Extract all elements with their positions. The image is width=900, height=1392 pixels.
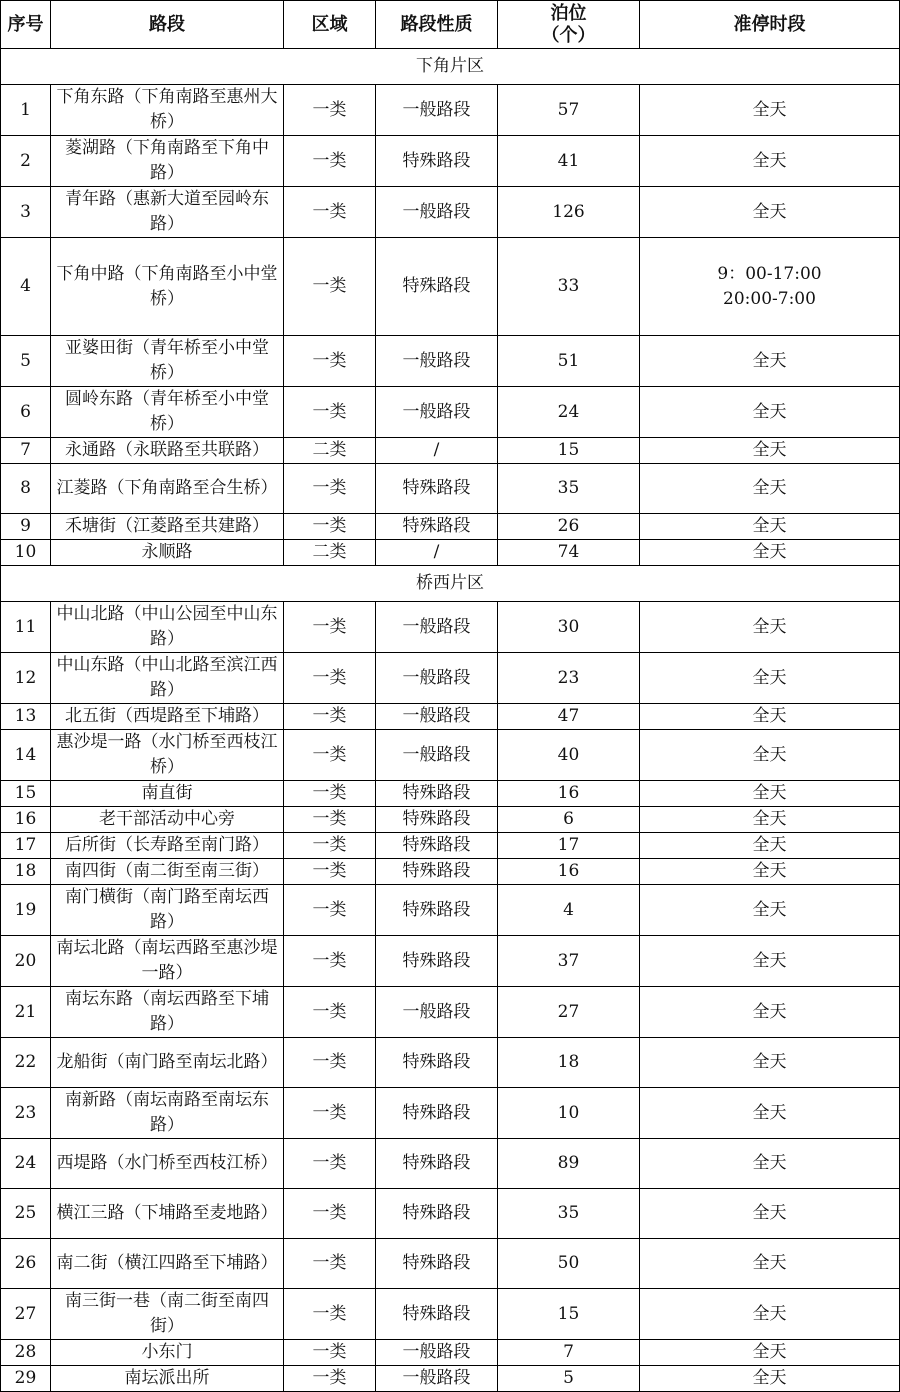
cell-hours: 全天 (640, 602, 900, 653)
cell-spaces: 6 (498, 807, 640, 833)
section-row (1, 49, 900, 85)
cell-hours: 全天 (640, 1139, 900, 1189)
table-row (1, 514, 900, 540)
section-title: 桥西片区 (1, 566, 900, 602)
cell-region: 一类 (284, 187, 376, 238)
table-row (1, 1239, 900, 1289)
cell-index: 28 (1, 1340, 51, 1366)
cell-nature: 一般路段 (376, 987, 498, 1038)
cell-nature: 特殊路段 (376, 885, 498, 936)
cell-region: 一类 (284, 1088, 376, 1139)
section-row (1, 566, 900, 602)
cell-index: 20 (1, 936, 51, 987)
cell-region: 一类 (284, 602, 376, 653)
cell-road: 南坛北路（南坛西路至惠沙堤一路） (51, 936, 284, 987)
cell-road: 北五街（西堤路至下埔路） (51, 704, 284, 730)
cell-nature: 特殊路段 (376, 1289, 498, 1340)
table-row (1, 464, 900, 514)
cell-spaces: 30 (498, 602, 640, 653)
cell-hours: 全天 (640, 136, 900, 187)
cell-spaces: 26 (498, 514, 640, 540)
table-row (1, 85, 900, 136)
cell-region: 一类 (284, 833, 376, 859)
table-header (1, 1, 900, 49)
cell-spaces: 89 (498, 1139, 640, 1189)
cell-region: 一类 (284, 987, 376, 1038)
cell-spaces: 126 (498, 187, 640, 238)
header-hours: 准停时段 (640, 1, 900, 49)
cell-hours: 全天 (640, 653, 900, 704)
cell-spaces: 35 (498, 464, 640, 514)
cell-index: 25 (1, 1189, 51, 1239)
cell-index: 12 (1, 653, 51, 704)
cell-road: 南二街（横江四路至下埔路） (51, 1239, 284, 1289)
cell-hours: 全天 (640, 540, 900, 566)
cell-nature: 特殊路段 (376, 238, 498, 336)
cell-road: 南新路（南坛南路至南坛东路） (51, 1088, 284, 1139)
cell-spaces: 7 (498, 1340, 640, 1366)
table-row (1, 238, 900, 336)
cell-road: 永顺路 (51, 540, 284, 566)
cell-index: 16 (1, 807, 51, 833)
cell-nature: 特殊路段 (376, 833, 498, 859)
header-spaces (498, 1, 640, 49)
cell-region: 一类 (284, 781, 376, 807)
cell-road: 青年路（惠新大道至园岭东路） (51, 187, 284, 238)
table-row (1, 1038, 900, 1088)
cell-region: 一类 (284, 807, 376, 833)
cell-index: 26 (1, 1239, 51, 1289)
cell-index: 4 (1, 238, 51, 336)
cell-nature: 一般路段 (376, 730, 498, 781)
cell-hours: 全天 (640, 730, 900, 781)
cell-road: 横江三路（下埔路至麦地路） (51, 1189, 284, 1239)
cell-road: 后所街（长寿路至南门路） (51, 833, 284, 859)
cell-hours: 全天 (640, 833, 900, 859)
cell-index: 6 (1, 387, 51, 438)
cell-hours: 全天 (640, 514, 900, 540)
cell-road: 亚婆田街（青年桥至小中堂桥） (51, 336, 284, 387)
cell-road: 南门横街（南门路至南坛西路） (51, 885, 284, 936)
cell-index: 18 (1, 859, 51, 885)
cell-hours: 全天 (640, 1239, 900, 1289)
cell-road: 南三街一巷（南二街至南四街） (51, 1289, 284, 1340)
header-road: 路段 (51, 1, 284, 49)
cell-hours: 全天 (640, 987, 900, 1038)
cell-index: 22 (1, 1038, 51, 1088)
cell-spaces: 18 (498, 1038, 640, 1088)
cell-region: 一类 (284, 336, 376, 387)
cell-road: 南坛东路（南坛西路至下埔路） (51, 987, 284, 1038)
cell-index: 10 (1, 540, 51, 566)
cell-index: 5 (1, 336, 51, 387)
table-row (1, 885, 900, 936)
table-row (1, 136, 900, 187)
table-row (1, 704, 900, 730)
cell-spaces: 35 (498, 1189, 640, 1239)
cell-hours: 全天 (640, 885, 900, 936)
cell-hours: 全天 (640, 781, 900, 807)
cell-road: 中山东路（中山北路至滨江西路） (51, 653, 284, 704)
cell-hours: 全天 (640, 387, 900, 438)
cell-region: 一类 (284, 85, 376, 136)
table-row (1, 1366, 900, 1392)
cell-spaces: 16 (498, 859, 640, 885)
cell-hours: 全天 (640, 464, 900, 514)
cell-hours: 全天 (640, 1340, 900, 1366)
cell-region: 一类 (284, 653, 376, 704)
table-row (1, 781, 900, 807)
cell-index: 11 (1, 602, 51, 653)
table-row (1, 987, 900, 1038)
cell-road: 永通路（永联路至共联路） (51, 438, 284, 464)
cell-nature: / (376, 540, 498, 566)
cell-road: 下角中路（下角南路至小中堂桥） (51, 238, 284, 336)
cell-spaces: 5 (498, 1366, 640, 1392)
cell-region: 一类 (284, 885, 376, 936)
cell-road: 南四街（南二街至南三街） (51, 859, 284, 885)
cell-index: 9 (1, 514, 51, 540)
cell-spaces: 17 (498, 833, 640, 859)
cell-index: 23 (1, 1088, 51, 1139)
cell-spaces: 15 (498, 1289, 640, 1340)
cell-nature: 特殊路段 (376, 1088, 498, 1139)
table-row (1, 187, 900, 238)
cell-road: 小东门 (51, 1340, 284, 1366)
table-row (1, 602, 900, 653)
cell-road: 菱湖路（下角南路至下角中路） (51, 136, 284, 187)
cell-hours: 全天 (640, 936, 900, 987)
table-row (1, 1088, 900, 1139)
cell-spaces: 41 (498, 136, 640, 187)
cell-spaces: 57 (498, 85, 640, 136)
cell-hours: 全天 (640, 859, 900, 885)
cell-region: 一类 (284, 1239, 376, 1289)
cell-index: 1 (1, 85, 51, 136)
cell-region: 一类 (284, 1038, 376, 1088)
cell-spaces: 50 (498, 1239, 640, 1289)
table-row (1, 1139, 900, 1189)
cell-index: 21 (1, 987, 51, 1038)
table-row (1, 336, 900, 387)
table-body (1, 49, 900, 1392)
cell-hours: 全天 (640, 807, 900, 833)
table-row (1, 936, 900, 987)
cell-spaces: 51 (498, 336, 640, 387)
cell-nature: 特殊路段 (376, 936, 498, 987)
cell-hours: 全天 (640, 187, 900, 238)
table-row (1, 833, 900, 859)
cell-region: 二类 (284, 540, 376, 566)
cell-road: 江菱路（下角南路至合生桥） (51, 464, 284, 514)
table-row (1, 438, 900, 464)
cell-region: 一类 (284, 1189, 376, 1239)
cell-index: 2 (1, 136, 51, 187)
table-row (1, 730, 900, 781)
cell-hours: 全天 (640, 1366, 900, 1392)
cell-road: 圆岭东路（青年桥至小中堂桥） (51, 387, 284, 438)
table-row (1, 653, 900, 704)
cell-nature: 特殊路段 (376, 464, 498, 514)
cell-nature: 一般路段 (376, 336, 498, 387)
cell-nature: 一般路段 (376, 1340, 498, 1366)
cell-spaces: 24 (498, 387, 640, 438)
cell-region: 一类 (284, 859, 376, 885)
cell-region: 一类 (284, 238, 376, 336)
cell-region: 一类 (284, 1289, 376, 1340)
cell-nature: 一般路段 (376, 1366, 498, 1392)
cell-region: 一类 (284, 387, 376, 438)
cell-nature: 特殊路段 (376, 1139, 498, 1189)
cell-road: 中山北路（中山公园至中山东路） (51, 602, 284, 653)
cell-region: 一类 (284, 464, 376, 514)
cell-road: 惠沙堤一路（水门桥至西枝江桥） (51, 730, 284, 781)
table-row (1, 807, 900, 833)
cell-hours: 全天 (640, 704, 900, 730)
cell-road: 龙船街（南门路至南坛北路） (51, 1038, 284, 1088)
cell-index: 19 (1, 885, 51, 936)
table-row (1, 540, 900, 566)
table-row (1, 1289, 900, 1340)
cell-hours: 全天 (640, 1189, 900, 1239)
cell-nature: 一般路段 (376, 387, 498, 438)
cell-spaces: 27 (498, 987, 640, 1038)
cell-hours: 全天 (640, 438, 900, 464)
section-title: 下角片区 (1, 49, 900, 85)
table-row (1, 859, 900, 885)
table-row (1, 1189, 900, 1239)
cell-nature: 特殊路段 (376, 136, 498, 187)
cell-nature: 一般路段 (376, 653, 498, 704)
cell-spaces: 10 (498, 1088, 640, 1139)
cell-road: 下角东路（下角南路至惠州大桥） (51, 85, 284, 136)
cell-spaces: 40 (498, 730, 640, 781)
cell-road: 南坛派出所 (51, 1366, 284, 1392)
cell-nature: 特殊路段 (376, 1239, 498, 1289)
cell-nature: 特殊路段 (376, 1038, 498, 1088)
cell-nature: 特殊路段 (376, 1189, 498, 1239)
header-row (1, 1, 900, 49)
cell-hours: 全天 (640, 85, 900, 136)
cell-nature: 一般路段 (376, 602, 498, 653)
cell-nature: 特殊路段 (376, 781, 498, 807)
cell-index: 14 (1, 730, 51, 781)
cell-road: 西堤路（水门桥至西枝江桥） (51, 1139, 284, 1189)
cell-spaces: 4 (498, 885, 640, 936)
cell-road: 禾塘街（江菱路至共建路） (51, 514, 284, 540)
cell-region: 一类 (284, 514, 376, 540)
cell-region: 一类 (284, 1139, 376, 1189)
cell-nature: 特殊路段 (376, 859, 498, 885)
cell-nature: 一般路段 (376, 704, 498, 730)
cell-index: 27 (1, 1289, 51, 1340)
cell-spaces: 74 (498, 540, 640, 566)
cell-hours: 全天 (640, 336, 900, 387)
cell-hours: 全天 (640, 1088, 900, 1139)
cell-region: 二类 (284, 438, 376, 464)
header-nature: 路段性质 (376, 1, 498, 49)
cell-index: 15 (1, 781, 51, 807)
cell-spaces: 47 (498, 704, 640, 730)
cell-region: 一类 (284, 136, 376, 187)
cell-index: 17 (1, 833, 51, 859)
cell-nature: 一般路段 (376, 187, 498, 238)
cell-index: 24 (1, 1139, 51, 1189)
cell-region: 一类 (284, 936, 376, 987)
table-row (1, 387, 900, 438)
cell-index: 13 (1, 704, 51, 730)
cell-nature: / (376, 438, 498, 464)
cell-hours: 全天 (640, 1289, 900, 1340)
cell-nature: 特殊路段 (376, 514, 498, 540)
header-index: 序号 (1, 1, 51, 49)
cell-nature: 一般路段 (376, 85, 498, 136)
cell-region: 一类 (284, 1366, 376, 1392)
cell-road: 南直街 (51, 781, 284, 807)
cell-region: 一类 (284, 730, 376, 781)
header-spaces-line2: （个） (541, 24, 596, 46)
cell-hours: 全天 (640, 1038, 900, 1088)
header-region: 区域 (284, 1, 376, 49)
cell-region: 一类 (284, 704, 376, 730)
cell-index: 7 (1, 438, 51, 464)
cell-spaces: 16 (498, 781, 640, 807)
cell-spaces: 33 (498, 238, 640, 336)
cell-index: 8 (1, 464, 51, 514)
cell-index: 29 (1, 1366, 51, 1392)
table-row (1, 1340, 900, 1366)
cell-index: 3 (1, 187, 51, 238)
cell-road: 老干部活动中心旁 (51, 807, 284, 833)
cell-region: 一类 (284, 1340, 376, 1366)
cell-nature: 特殊路段 (376, 807, 498, 833)
cell-spaces: 37 (498, 936, 640, 987)
header-spaces-line1: 泊位 (550, 2, 587, 24)
cell-hours: 9：00-17:00 20:00-7:00 (640, 238, 900, 336)
cell-spaces: 23 (498, 653, 640, 704)
cell-spaces: 15 (498, 438, 640, 464)
